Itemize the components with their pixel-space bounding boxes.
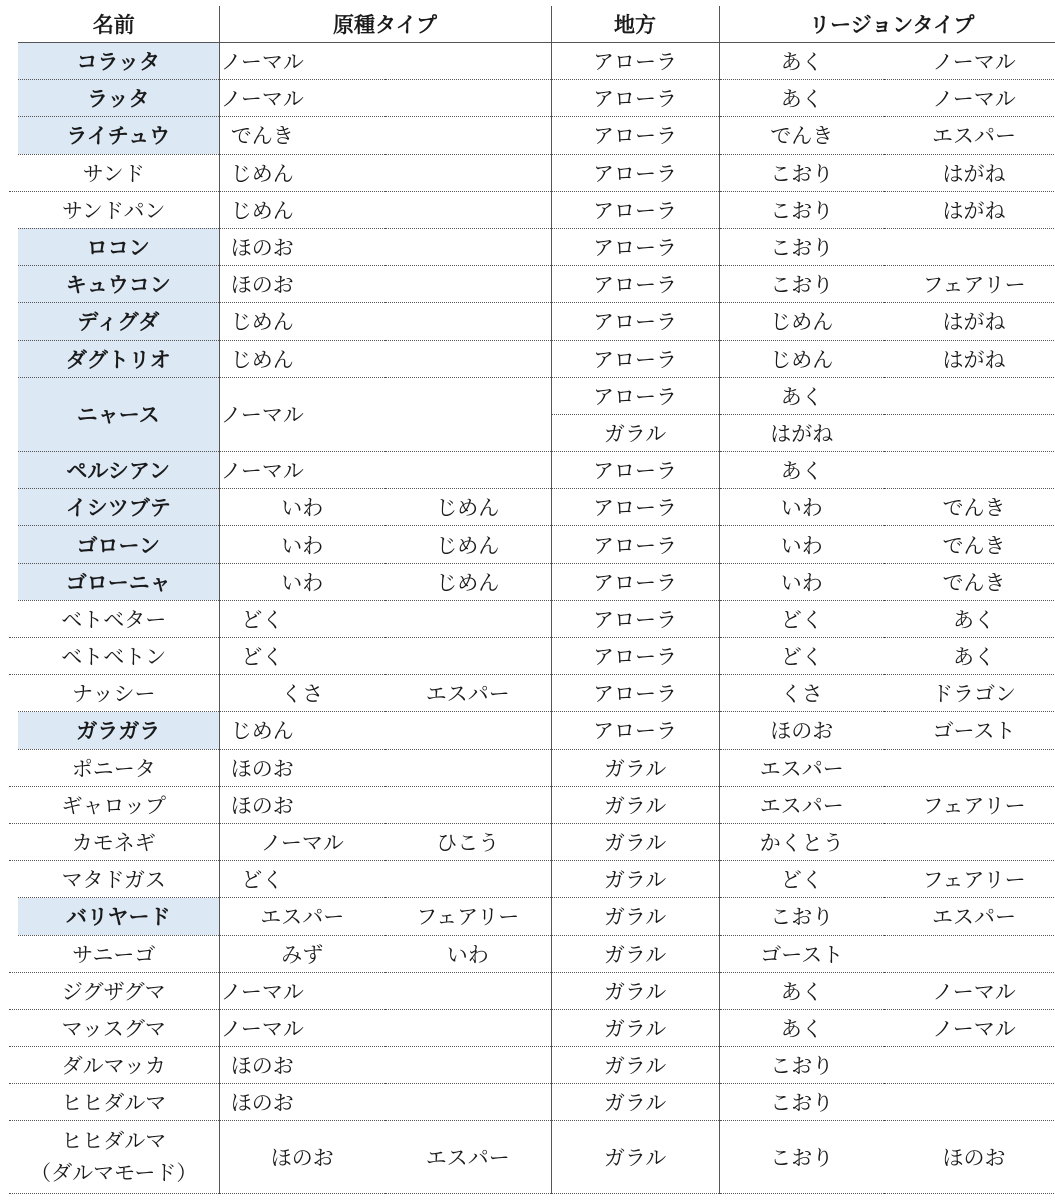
pokemon-name: ペルシアン xyxy=(66,459,171,484)
pokemon-name: カモネギ xyxy=(71,831,156,856)
pokemon-name-cell xyxy=(9,600,219,637)
regional-type-2 xyxy=(884,377,1055,414)
regional-type-2: フェアリー xyxy=(884,861,1055,898)
original-type-2 xyxy=(385,861,551,898)
regional-type-1: あく xyxy=(719,377,884,414)
original-type-2 xyxy=(385,191,551,228)
table-row xyxy=(9,377,1055,414)
regional-type-2: フェアリー xyxy=(884,786,1055,823)
regional-type-2: ドラゴン xyxy=(884,675,1055,712)
original-type-2: エスパー xyxy=(385,1121,551,1194)
regional-type-2 xyxy=(884,1047,1055,1084)
region-cell: アローラ xyxy=(551,303,719,340)
regional-type-1: こおり xyxy=(719,266,884,303)
regional-type-2 xyxy=(884,1084,1055,1121)
original-type-1: でんき xyxy=(219,117,385,154)
regional-type-1: でんき xyxy=(719,117,884,154)
pokemon-name: ゴローニャ xyxy=(65,570,171,595)
regional-type-1: いわ xyxy=(719,489,884,526)
table-row xyxy=(9,898,1055,935)
original-type-1: ほのお xyxy=(219,1047,385,1084)
regional-type-2: はがね xyxy=(884,191,1055,228)
original-type-2 xyxy=(385,749,551,786)
regional-type-1: あく xyxy=(719,972,884,1009)
pokemon-name-cell xyxy=(9,266,219,303)
original-type-2 xyxy=(385,303,551,340)
pokemon-name-cell xyxy=(9,303,219,340)
header-row xyxy=(9,6,1055,43)
pokemon-name-cell xyxy=(9,228,219,265)
region-cell: アローラ xyxy=(551,191,719,228)
table-row xyxy=(9,489,1055,526)
table-row xyxy=(9,80,1055,117)
table-row xyxy=(9,823,1055,860)
regional-type-2: フェアリー xyxy=(884,266,1055,303)
pokemon-name: ギャロップ xyxy=(61,793,167,818)
pokemon-name-cell xyxy=(9,712,219,749)
original-type-2: いわ xyxy=(385,935,551,972)
original-type-2 xyxy=(385,786,551,823)
region-cell: アローラ xyxy=(551,266,719,303)
pokemon-name: コラッタ xyxy=(76,50,161,75)
table-row xyxy=(9,303,1055,340)
regional-type-1: こおり xyxy=(719,1047,884,1084)
pokemon-name-cell xyxy=(9,117,219,154)
original-type-2 xyxy=(385,266,551,303)
original-type-2 xyxy=(385,1084,551,1121)
pokemon-name: ニャース xyxy=(76,403,160,428)
pokemon-name: ベトベトン xyxy=(61,645,167,670)
regional-type-1: はがね xyxy=(719,414,884,451)
header-name: 名前 xyxy=(9,6,219,43)
header-region: 地方 xyxy=(551,6,719,43)
pokemon-name-cell xyxy=(9,861,219,898)
pokemon-name-cell xyxy=(9,340,219,377)
region-cell: アローラ xyxy=(551,600,719,637)
original-type-1: エスパー xyxy=(219,898,385,935)
pokemon-name: ダルマッカ xyxy=(61,1054,166,1079)
original-type-1: どく xyxy=(219,600,385,637)
original-type-2 xyxy=(385,972,551,1009)
table-row xyxy=(9,117,1055,154)
original-type-1: じめん xyxy=(219,340,385,377)
regional-type-1: こおり xyxy=(719,154,884,191)
original-type-1: ほのお xyxy=(219,786,385,823)
regional-type-2 xyxy=(884,749,1055,786)
pokemon-name-cell xyxy=(9,526,219,563)
region-cell: ガラル xyxy=(551,861,719,898)
table-row xyxy=(9,675,1055,712)
original-type-1: みず xyxy=(219,935,385,972)
original-type-1: じめん xyxy=(219,712,385,749)
region-cell: アローラ xyxy=(551,340,719,377)
original-type-1: ほのお xyxy=(219,228,385,265)
pokemon-name: ゴローン xyxy=(76,533,161,558)
original-type-2 xyxy=(385,377,551,451)
header-original-type: 原種タイプ xyxy=(219,6,551,43)
table-row xyxy=(9,228,1055,265)
pokemon-name-cell xyxy=(9,898,219,935)
pokemon-name-cell xyxy=(9,638,219,675)
original-type-1: じめん xyxy=(219,303,385,340)
original-type-1: ノーマル xyxy=(219,377,385,451)
pokemon-regional-form-table xyxy=(0,6,1055,1194)
pokemon-name: ディグダ xyxy=(77,310,160,335)
pokemon-name-cell xyxy=(9,935,219,972)
original-type-2: ひこう xyxy=(385,823,551,860)
original-type-1: どく xyxy=(219,861,385,898)
region-cell: アローラ xyxy=(551,638,719,675)
pokemon-name: ベトベター xyxy=(61,607,167,632)
table-row xyxy=(9,786,1055,823)
regional-type-2: でんき xyxy=(884,563,1055,600)
original-type-1: ノーマル xyxy=(219,1009,385,1046)
regional-type-2: あく xyxy=(884,600,1055,637)
original-type-2 xyxy=(385,340,551,377)
pokemon-name: ジグザグマ xyxy=(61,979,166,1004)
original-type-2: フェアリー xyxy=(385,898,551,935)
table-row xyxy=(9,1084,1055,1121)
original-type-1: いわ xyxy=(219,489,385,526)
region-cell: ガラル xyxy=(551,898,719,935)
regional-type-1: あく xyxy=(719,1009,884,1046)
region-cell: アローラ xyxy=(551,675,719,712)
table-body xyxy=(9,43,1055,1194)
region-cell: アローラ xyxy=(551,526,719,563)
original-type-2 xyxy=(385,712,551,749)
regional-type-2: あく xyxy=(884,638,1055,675)
pokemon-name: バリヤード xyxy=(65,905,171,930)
regional-type-2 xyxy=(884,823,1055,860)
region-cell: アローラ xyxy=(551,452,719,489)
regional-type-1: エスパー xyxy=(719,749,884,786)
original-type-1: ノーマル xyxy=(219,823,385,860)
region-cell: ガラル xyxy=(551,823,719,860)
region-cell: ガラル xyxy=(551,1009,719,1046)
original-type-1: ノーマル xyxy=(219,80,385,117)
pokemon-name-cell xyxy=(9,1084,219,1121)
pokemon-name: ガラガラ xyxy=(76,719,161,744)
region-cell: アローラ xyxy=(551,228,719,265)
pokemon-name: ヒヒダルマ xyxy=(61,1091,167,1116)
original-type-2 xyxy=(385,1047,551,1084)
region-cell: アローラ xyxy=(551,377,719,414)
pokemon-name: ヒヒダルマ xyxy=(61,1129,167,1154)
pokemon-name: サニーゴ xyxy=(72,942,156,967)
original-type-1: ノーマル xyxy=(219,43,385,80)
original-type-2 xyxy=(385,228,551,265)
regional-type-1: こおり xyxy=(719,898,884,935)
pokemon-name-cell xyxy=(9,43,219,80)
regional-type-2: エスパー xyxy=(884,117,1055,154)
regional-type-2: でんき xyxy=(884,526,1055,563)
original-type-1: ほのお xyxy=(219,749,385,786)
pokemon-name: イシツブテ xyxy=(65,496,171,521)
pokemon-name-cell xyxy=(9,786,219,823)
pokemon-name-cell xyxy=(9,1047,219,1084)
regional-type-1: じめん xyxy=(719,303,884,340)
region-cell: アローラ xyxy=(551,563,719,600)
region-cell: アローラ xyxy=(551,80,719,117)
pokemon-name: サンド xyxy=(82,161,145,186)
regional-type-1: いわ xyxy=(719,526,884,563)
original-type-2: じめん xyxy=(385,563,551,600)
regional-type-1: エスパー xyxy=(719,786,884,823)
pokemon-name: ロコン xyxy=(86,236,150,261)
original-type-2 xyxy=(385,638,551,675)
table-row xyxy=(9,861,1055,898)
region-cell: ガラル xyxy=(551,935,719,972)
region-cell: ガラル xyxy=(551,414,719,451)
pokemon-name: ポニータ xyxy=(71,756,156,781)
regional-type-1: こおり xyxy=(719,228,884,265)
regional-type-2: ほのお xyxy=(884,1121,1055,1194)
regional-type-1: どく xyxy=(719,861,884,898)
pokemon-form-name: （ダルマモード） xyxy=(30,1161,198,1186)
regional-type-2: はがね xyxy=(884,303,1055,340)
regional-type-2: ノーマル xyxy=(884,43,1055,80)
pokemon-name: サンドパン xyxy=(61,198,166,223)
table-row xyxy=(9,340,1055,377)
region-cell: ガラル xyxy=(551,972,719,1009)
pokemon-name-cell xyxy=(9,563,219,600)
regional-type-2: ノーマル xyxy=(884,972,1055,1009)
region-cell: アローラ xyxy=(551,117,719,154)
region-cell: アローラ xyxy=(551,489,719,526)
original-type-1: ほのお xyxy=(219,266,385,303)
region-cell: アローラ xyxy=(551,154,719,191)
regional-type-2: ノーマル xyxy=(884,80,1055,117)
region-cell: アローラ xyxy=(551,43,719,80)
original-type-2 xyxy=(385,80,551,117)
pokemon-name-cell xyxy=(9,489,219,526)
regional-type-2: ノーマル xyxy=(884,1009,1055,1046)
table-row xyxy=(9,266,1055,303)
pokemon-name-cell xyxy=(9,154,219,191)
regional-type-1: こおり xyxy=(719,191,884,228)
regional-type-2 xyxy=(884,935,1055,972)
original-type-2 xyxy=(385,117,551,154)
regional-type-1: こおり xyxy=(719,1121,884,1194)
regional-type-2: はがね xyxy=(884,340,1055,377)
table-row xyxy=(9,1047,1055,1084)
pokemon-name-cell xyxy=(9,452,219,489)
pokemon-name: ラッタ xyxy=(86,87,150,112)
regional-type-1: じめん xyxy=(719,340,884,377)
table-row xyxy=(9,600,1055,637)
original-type-1: くさ xyxy=(219,675,385,712)
table-row xyxy=(9,1009,1055,1046)
pokemon-name: ライチュウ xyxy=(66,124,171,149)
header-regional-type: リージョンタイプ xyxy=(719,6,1055,43)
pokemon-name-cell xyxy=(9,823,219,860)
table-row xyxy=(9,638,1055,675)
original-type-1: どく xyxy=(219,638,385,675)
table-row xyxy=(9,563,1055,600)
regional-type-2 xyxy=(884,452,1055,489)
pokemon-name-cell xyxy=(9,1121,219,1194)
regional-type-2 xyxy=(884,228,1055,265)
region-cell: ガラル xyxy=(551,786,719,823)
regional-type-2: でんき xyxy=(884,489,1055,526)
original-type-1: ノーマル xyxy=(219,972,385,1009)
table-row xyxy=(9,43,1055,80)
pokemon-name-cell xyxy=(9,675,219,712)
pokemon-name-cell xyxy=(9,377,219,451)
table-row xyxy=(9,712,1055,749)
regional-type-1: ほのお xyxy=(719,712,884,749)
original-type-1: ノーマル xyxy=(219,452,385,489)
original-type-2 xyxy=(385,452,551,489)
region-cell: アローラ xyxy=(551,712,719,749)
pokemon-name-cell xyxy=(9,191,219,228)
regional-type-1: どく xyxy=(719,600,884,637)
original-type-2 xyxy=(385,43,551,80)
pokemon-name-cell xyxy=(9,1009,219,1046)
regional-type-2: はがね xyxy=(884,154,1055,191)
pokemon-name-cell xyxy=(9,80,219,117)
table-row xyxy=(9,191,1055,228)
original-type-1: いわ xyxy=(219,526,385,563)
table-row xyxy=(9,749,1055,786)
original-type-2: じめん xyxy=(385,526,551,563)
pokemon-name: マッスグマ xyxy=(61,1016,166,1041)
original-type-1: いわ xyxy=(219,563,385,600)
pokemon-name: ナッシー xyxy=(71,682,156,707)
regional-type-1: くさ xyxy=(719,675,884,712)
regional-type-2 xyxy=(884,414,1055,451)
original-type-1: じめん xyxy=(219,154,385,191)
table-row xyxy=(9,526,1055,563)
original-type-2 xyxy=(385,600,551,637)
region-cell: ガラル xyxy=(551,1047,719,1084)
pokemon-name: マタドガス xyxy=(61,868,166,893)
regional-type-1: どく xyxy=(719,638,884,675)
region-cell: ガラル xyxy=(551,749,719,786)
regional-type-1: あく xyxy=(719,452,884,489)
pokemon-name-cell xyxy=(9,972,219,1009)
original-type-1: じめん xyxy=(219,191,385,228)
regional-type-2: エスパー xyxy=(884,898,1055,935)
region-cell: ガラル xyxy=(551,1084,719,1121)
original-type-1: ほのお xyxy=(219,1084,385,1121)
regional-type-1: あく xyxy=(719,43,884,80)
table-row xyxy=(9,452,1055,489)
original-type-2: エスパー xyxy=(385,675,551,712)
table-row xyxy=(9,154,1055,191)
original-type-2 xyxy=(385,1009,551,1046)
pokemon-name-cell xyxy=(9,749,219,786)
table-row xyxy=(9,972,1055,1009)
regional-type-1: かくとう xyxy=(719,823,884,860)
region-cell: ガラル xyxy=(551,1121,719,1194)
regional-type-1: あく xyxy=(719,80,884,117)
regional-type-1: ゴースト xyxy=(719,935,884,972)
table-row xyxy=(9,1121,1055,1194)
pokemon-name: キュウコン xyxy=(65,273,171,298)
table-row xyxy=(9,935,1055,972)
regional-type-1: こおり xyxy=(719,1084,884,1121)
original-type-2: じめん xyxy=(385,489,551,526)
regional-type-2: ゴースト xyxy=(884,712,1055,749)
original-type-1: ほのお xyxy=(219,1121,385,1194)
pokemon-name: ダグトリオ xyxy=(65,347,171,372)
regional-type-1: いわ xyxy=(719,563,884,600)
original-type-2 xyxy=(385,154,551,191)
